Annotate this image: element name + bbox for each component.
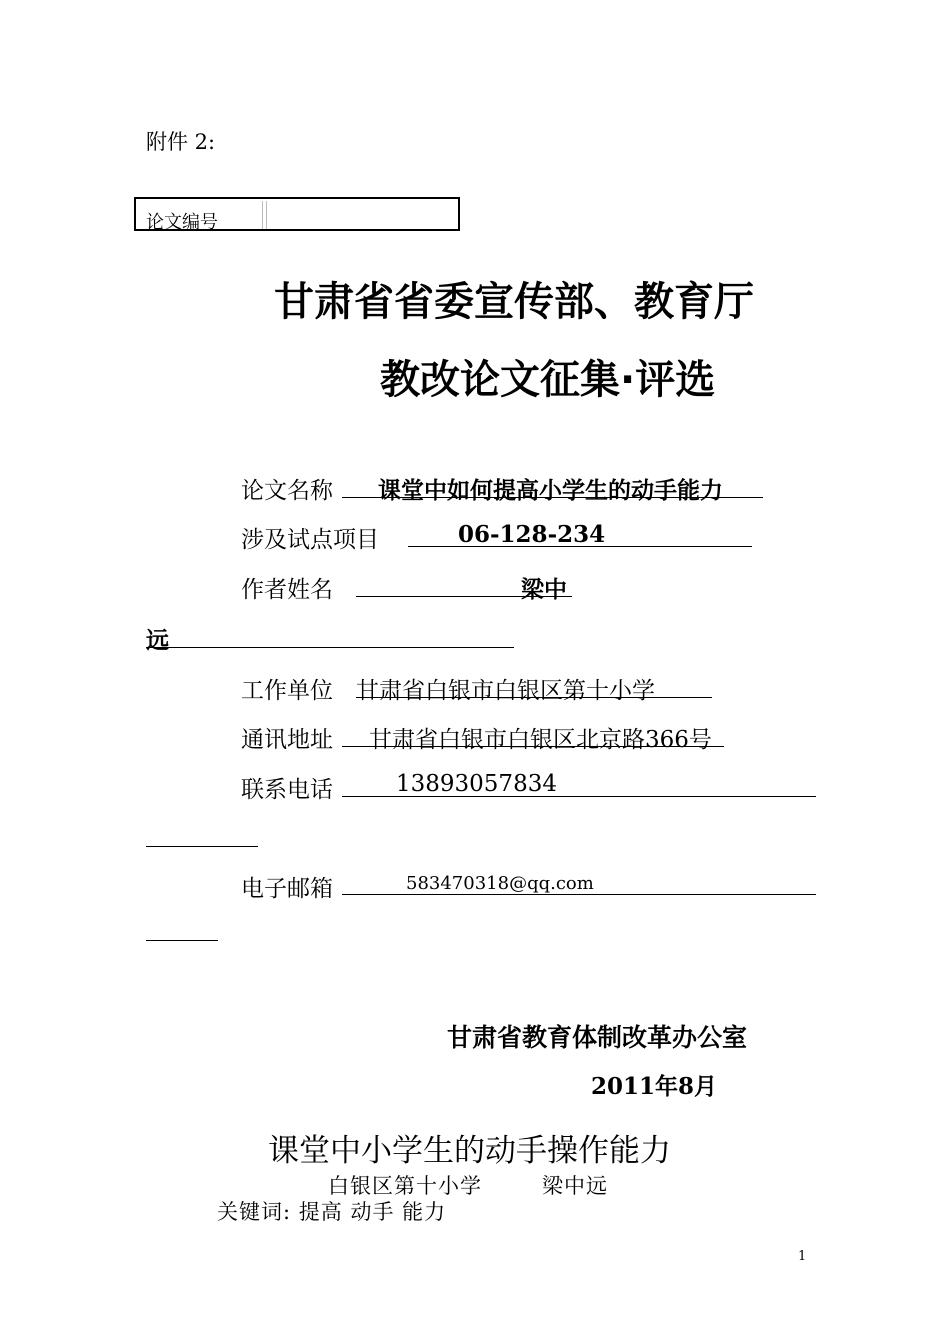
phone-value: 13893057834 bbox=[396, 771, 557, 797]
address-value: 甘肃省白银市白银区北京路366号 bbox=[369, 727, 712, 753]
paper-id-box bbox=[134, 197, 460, 231]
article-school: 白银区第十小学 bbox=[328, 1174, 482, 1198]
main-title-line1: 甘肃省省委宣传部、教育厅 bbox=[274, 279, 754, 325]
issue-date: 2011年8月 bbox=[591, 1073, 718, 1100]
article-title: 课堂中小学生的动手操作能力 bbox=[268, 1133, 671, 1169]
author-value-part1: 梁中 bbox=[521, 576, 567, 603]
paper-name-label: 论文名称 bbox=[241, 478, 333, 504]
keywords-line bbox=[217, 1196, 446, 1226]
attachment-label: 附件 2: bbox=[146, 130, 216, 154]
phone-label: 联系电话 bbox=[241, 777, 333, 803]
author-label: 作者姓名 bbox=[241, 577, 333, 603]
email-underline-continued bbox=[146, 940, 218, 941]
workplace-label: 工作单位 bbox=[241, 678, 333, 704]
email-underline bbox=[342, 894, 816, 895]
project-value: 06-128-234 bbox=[458, 521, 606, 548]
author-underline-continued bbox=[146, 647, 514, 648]
paper-name-value: 课堂中如何提高小学生的动手能力 bbox=[378, 477, 723, 504]
article-author: 梁中远 bbox=[542, 1174, 608, 1198]
email-label: 电子邮箱 bbox=[241, 876, 333, 902]
paper-id-label: 论文编号 bbox=[146, 212, 218, 233]
author-value-part2: 远 bbox=[146, 627, 169, 654]
keywords-value: 提高 动手 能力 bbox=[298, 1200, 447, 1224]
address-label: 通讯地址 bbox=[241, 727, 333, 753]
workplace-value: 甘肃省白银市白银区第十小学 bbox=[356, 678, 655, 704]
email-value: 583470318@qq.com bbox=[406, 873, 594, 894]
main-title-line2: 教改论文征集·评选 bbox=[380, 357, 716, 403]
paper-id-divider bbox=[262, 201, 267, 229]
keywords-label: 关键词: bbox=[217, 1200, 292, 1224]
phone-underline-continued bbox=[146, 846, 258, 847]
issuing-office: 甘肃省教育体制改革办公室 bbox=[447, 1023, 748, 1052]
project-label: 涉及试点项目 bbox=[241, 527, 379, 553]
page-number: 1 bbox=[798, 1249, 807, 1264]
